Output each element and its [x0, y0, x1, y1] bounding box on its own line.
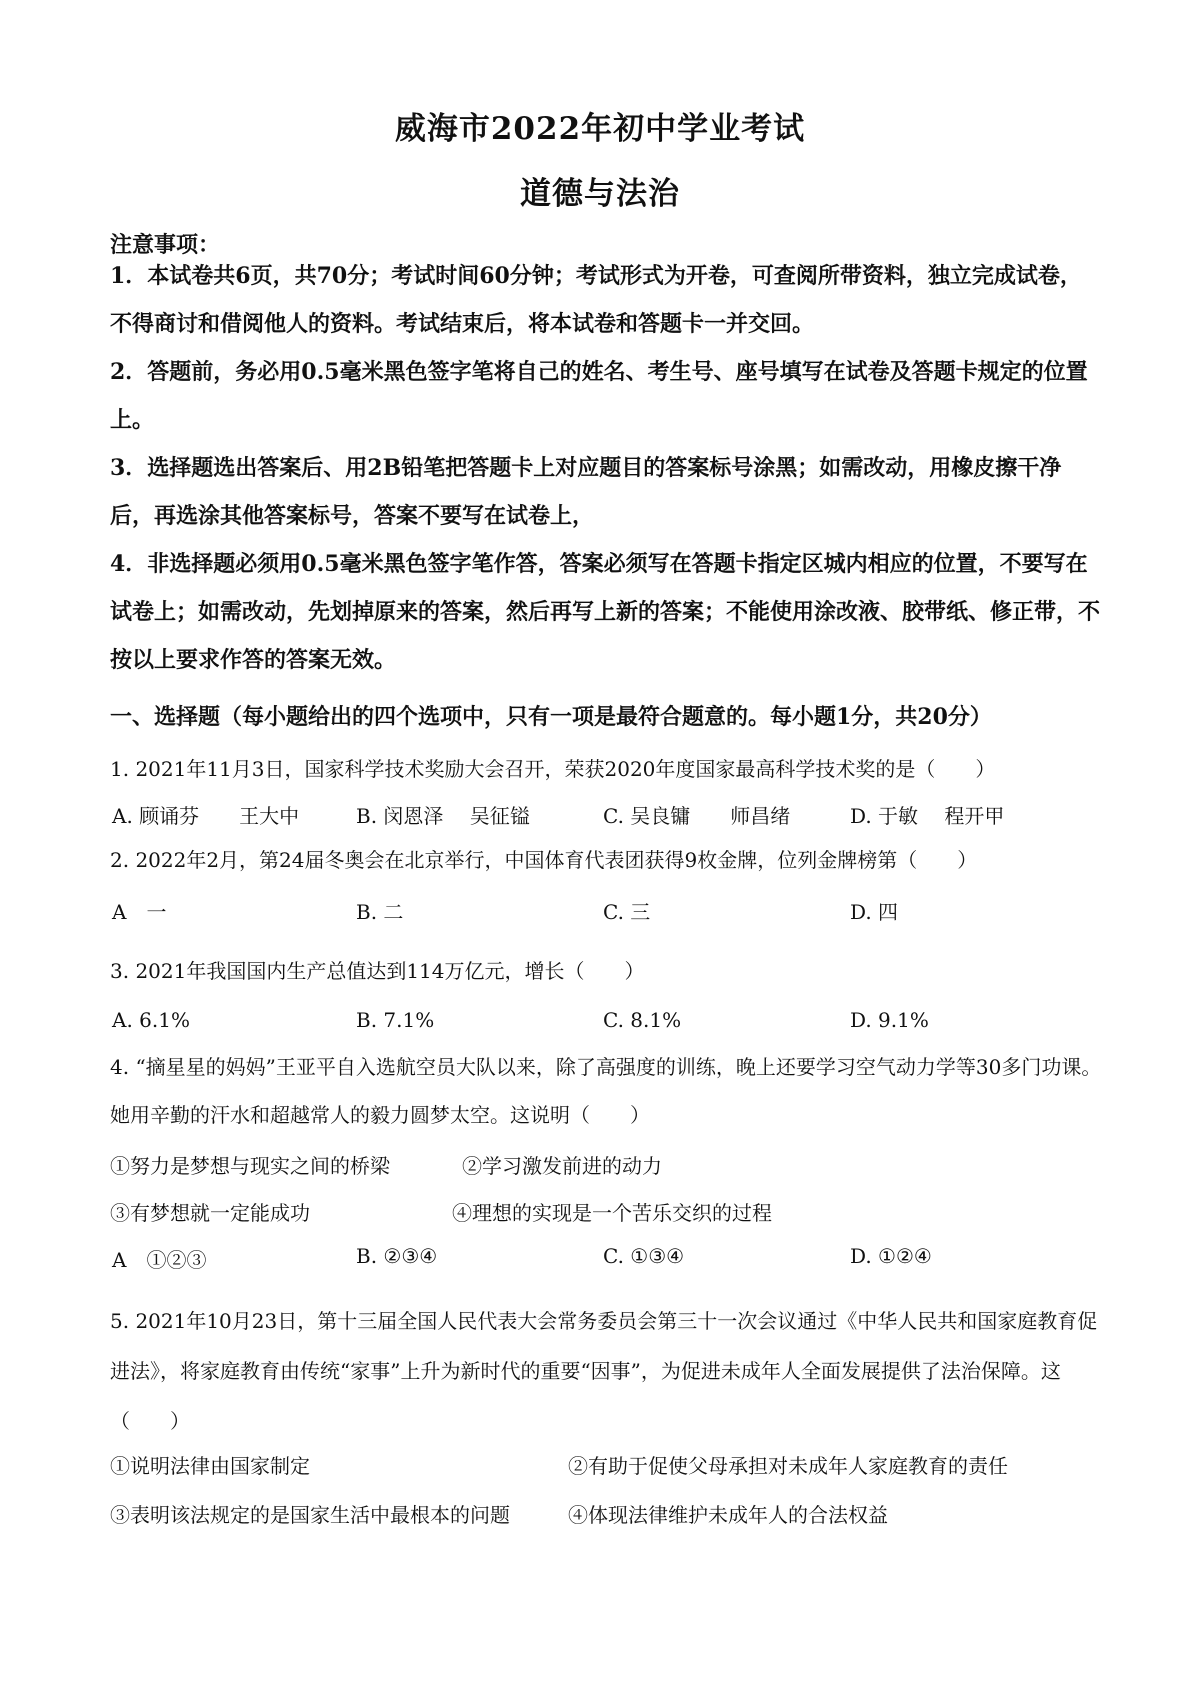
- question-1-options: [0, 800, 1200, 840]
- page-subtitle: 道德与法治: [520, 176, 680, 212]
- question-4-statement-2: ②学习激发前进的动力: [462, 1154, 662, 1178]
- question-5-statement-2: ②有助于促使父母承担对未成年人家庭教育的责任: [568, 1454, 1008, 1478]
- question-2-stem: 2. 2022年2月，第24届冬奥会在北京举行，中国体育代表团获得9枚金牌，位列金牌榜第（ ）: [110, 848, 978, 872]
- option-c: C. 8.1%: [603, 1008, 682, 1032]
- option-b: B. ②③④: [356, 1244, 438, 1268]
- question-1-stem: 1. 2021年11月3日，国家科学技术奖励大会召开，荣获2020年度国家最高科学技术奖的是（ ）: [110, 757, 996, 781]
- question-2-options: [0, 896, 1200, 936]
- page-title: 威海市2022年初中学业考试: [394, 111, 806, 147]
- question-4-statement-3: ③有梦想就一定能成功: [110, 1201, 310, 1225]
- question-5-statement-4: ④体现法律维护未成年人的合法权益: [568, 1503, 888, 1527]
- section-heading: 一、选择题（每小题给出的四个选项中，只有一项是最符合题意的。每小题1分，共20分）: [110, 704, 992, 730]
- question-3-options: [0, 1008, 1200, 1048]
- question-4-stem: 4. “摘星星的妈妈”王亚平自入选航空员大队以来，除了高强度的训练，晚上还要学习空气动力学等30多门功课。她用辛勤的汗水和超越常人的毅力圆梦太空。这说明（ ）: [110, 1055, 1102, 1127]
- option-a: A 一: [112, 900, 167, 924]
- question-4-statement-4: ④理想的实现是一个苦乐交织的过程: [452, 1201, 772, 1225]
- question-5-statement-1: ①说明法律由国家制定: [110, 1454, 310, 1478]
- notice-item-2: 2．答题前，务必用0.5毫米黑色签字笔将自己的姓名、考生号、座号填写在试卷及答题卡规定的位置上。: [110, 359, 1088, 433]
- option-c: C. 吴良镛 师昌绪: [603, 804, 791, 828]
- option-d: D. 于敏 程开甲: [850, 804, 1005, 828]
- option-a: A ①②③: [112, 1248, 207, 1272]
- notice-item-3: 3．选择题选出答案后、用2B铅笔把答题卡上对应题目的答案标号涂黑；如需改动，用橡皮擦干净后，再选涂其他答案标号，答案不要写在试卷上，: [110, 455, 1062, 529]
- notice-heading: 注意事项：: [110, 232, 221, 258]
- option-c: C. 三: [603, 900, 651, 924]
- notice-item-1: 1．本试卷共6页，共70分；考试时间60分钟；考试形式为开卷，可查阅所带资料，独立完成试卷，不得商讨和借阅他人的资料。考试结束后，将本试卷和答题卡一并交回。: [110, 263, 1082, 337]
- option-d: D. ①②④: [850, 1244, 932, 1268]
- question-5-statement-3: ③表明该法规定的是国家生活中最根本的问题: [110, 1503, 510, 1527]
- option-d: D. 四: [850, 900, 899, 924]
- question-5-stem: 5. 2021年10月23日，第十三届全国人民代表大会常务委员会第三十一次会议通过《中华人民共和国家庭教育促进法》，将家庭教育由传统“家事”上升为新时代的重要“因事”，为促进未成年人全面发展提供了法治保障。这（ ）: [110, 1309, 1098, 1433]
- question-4-statement-1: ①努力是梦想与现实之间的桥梁: [110, 1154, 390, 1178]
- option-d: D. 9.1%: [850, 1008, 929, 1032]
- option-b: B. 7.1%: [356, 1008, 435, 1032]
- option-b: B. 闵恩泽 吴征镒: [356, 804, 530, 828]
- question-3-stem: 3. 2021年我国国内生产总值达到114万亿元，增长（ ）: [110, 959, 645, 983]
- option-a: A. 6.1%: [112, 1008, 190, 1032]
- notice-item-4: 4．非选择题必须用0.5毫米黑色签字笔作答，答案必须写在答题卡指定区城内相应的位置，不要写在试卷上；如需改动，先划掉原来的答案，然后再写上新的答案；不能使用涂改液、胶带纸、修正带，不按以上要求作答的答案无效。: [110, 551, 1101, 673]
- question-4-options: [0, 1244, 1200, 1284]
- option-b: B. 二: [356, 900, 404, 924]
- option-a: A. 顾诵芬 王大中: [112, 804, 300, 828]
- option-c: C. ①③④: [603, 1244, 685, 1268]
